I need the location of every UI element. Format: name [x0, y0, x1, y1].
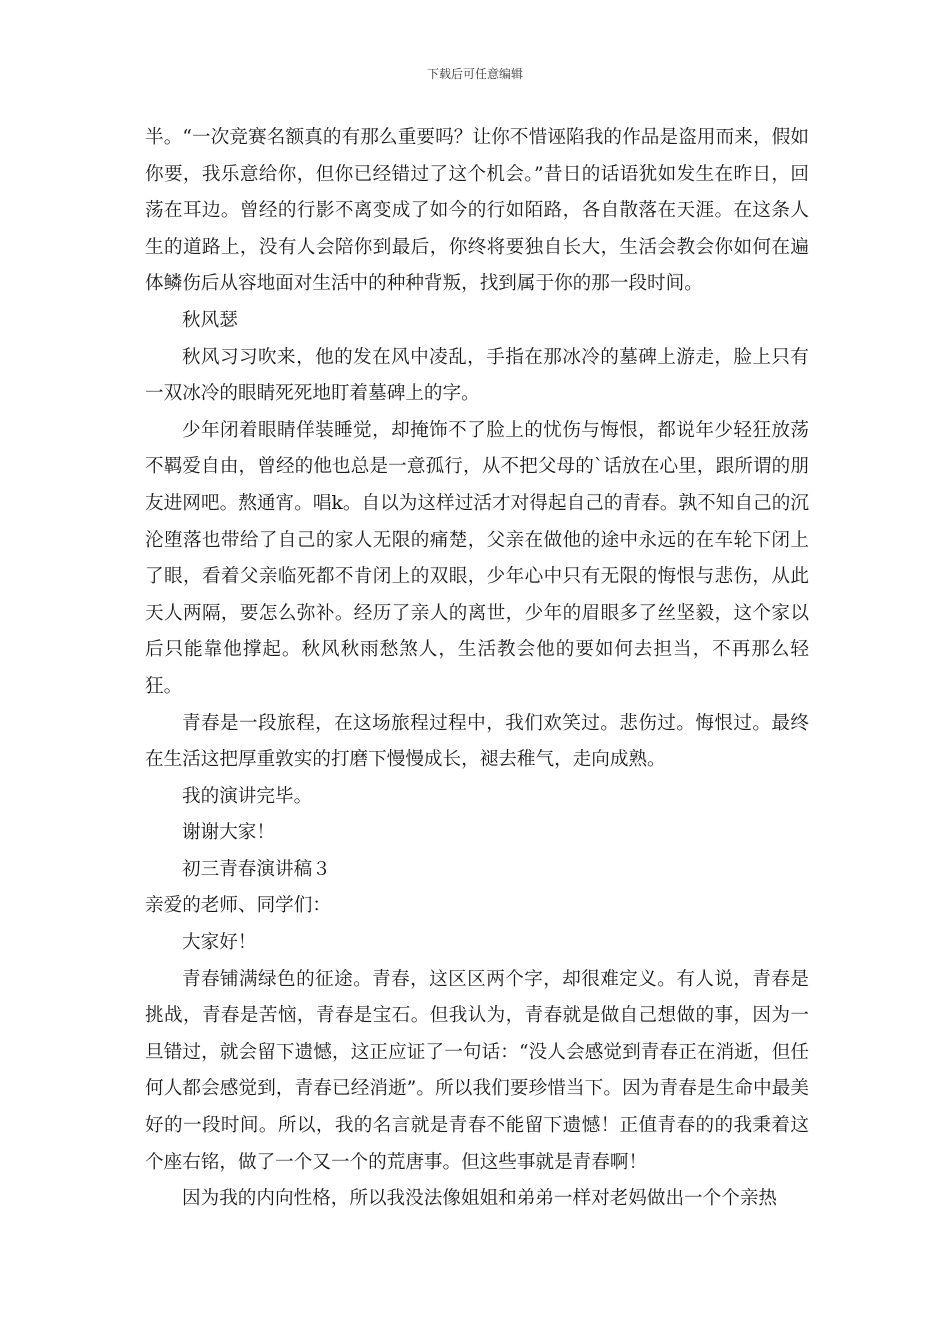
paragraph: 少年闭着眼睛佯装睡觉，却掩饰不了脸上的忧伤与悔恨，都说年少轻狂放荡不羁爱自由，曾经的他也总是一意孤行，从不把父母的`话放在心里，跟所谓的朋友进网吧。熬通宵。唱k。自以为这样过活才对得起自己的青春。孰不知自己的沉沦堕落也带给了自己的家人无限的痛楚，父亲在做他的途中永远的在车轮下闭上了眼，看着父亲临死都不肯闭上的双眼，少年心中只有无限的悔恨与悲伤，从此天人两隔，要怎么弥补。经历了亲人的离世，少年的眉眼多了丝坚毅，这个家以后只能靠他撑起。秋风秋雨愁煞人，生活教会他的要如何去担当，不再那么轻狂。 — [145, 419, 809, 697]
paragraph: 亲爱的老师、同学们： — [145, 895, 331, 917]
document-body — [145, 120, 809, 1218]
paragraph: 初三青春演讲稿３ — [182, 858, 331, 880]
page-header: 下载后可任意编辑 — [426, 67, 523, 81]
paragraph: 我的演讲完毕。 — [182, 785, 313, 807]
paragraph: 青春铺满绿色的征途。青春，这区区两个字，却很难定义。有人说，青春是挑战，青春是苦恼，青春是宝石。但我认为，青春就是做自己想做的事，因为一旦错过，就会留下遗憾，这正应证了一句话：“没人会感觉到青春正在消逝，但任何人都会感觉到，青春已经消逝”。所以我们要珍惜当下。因为青春是生命中最美好的一段时间。所以，我的名言就是青春不能留下遗憾！正值青春的的我秉着这个座右铭，做了一个又一个的荒唐事。但这些事就是青春啊！ — [145, 968, 809, 1173]
paragraph: 青春是一段旅程，在这场旅程过程中，我们欢笑过。悲伤过。悔恨过。最终在生活这把厚重敦实的打磨下慢慢成长，褪去稚气，走向成熟。 — [145, 712, 809, 771]
paragraph: 秋风习习吹来，他的发在风中凌乱，手指在那冰冷的墓碑上游走，脸上只有一双冰冷的眼睛死死地盯着墓碑上的字。 — [145, 346, 809, 405]
paragraph: 因为我的内向性格，所以我没法像姐姐和弟弟一样对老妈做出一个个亲热 — [182, 1188, 778, 1210]
paragraph: 谢谢大家！ — [182, 822, 275, 844]
paragraph: 半。“一次竞赛名额真的有那么重要吗？让你不惜诬陷我的作品是盗用而来，假如你要，我乐意给你，但你已经错过了这个机会。”昔日的话语犹如发生在昨日，回荡在耳边。曾经的行影不离变成了如今的行如陌路，各自散落在天涯。在这条人生的道路上，没有人会陪你到最后，你终将要独自长大，生活会教会你如何在遍体鳞伤后从容地面对生活中的种种背叛，找到属于你的那一段时间。 — [145, 127, 809, 295]
paragraph: 秋风瑟 — [182, 309, 238, 331]
paragraph: 大家好！ — [182, 932, 257, 954]
